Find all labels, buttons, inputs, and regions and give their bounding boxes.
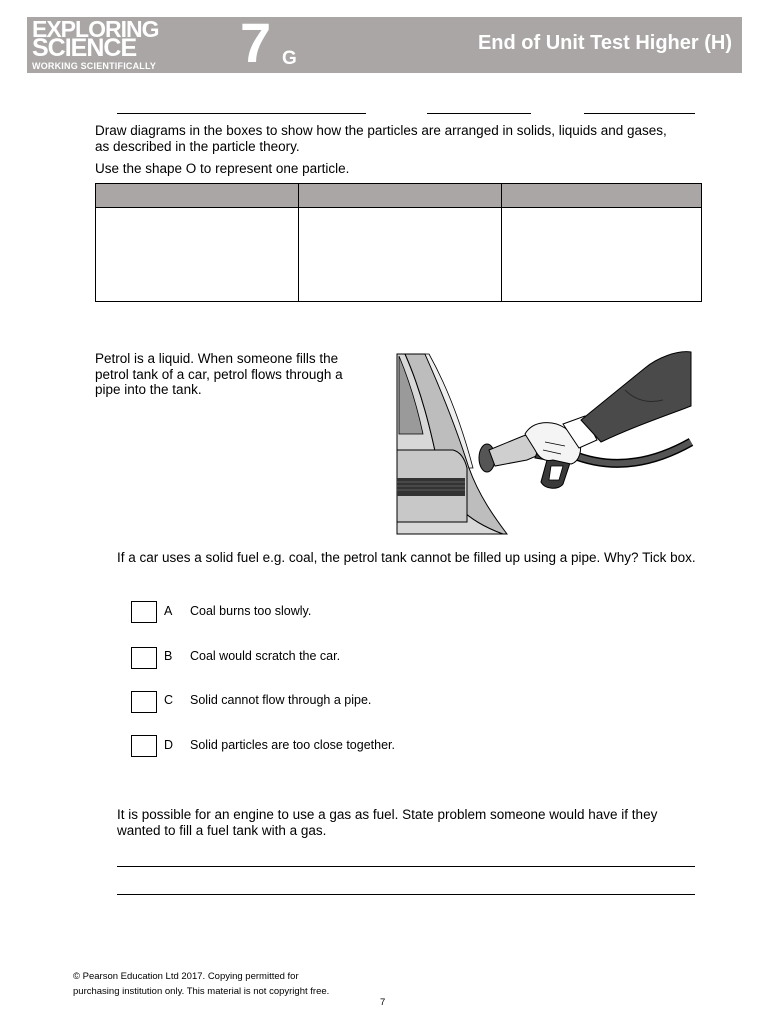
tickbox-c[interactable] xyxy=(131,691,157,713)
option-a-text: Coal burns too slowly. xyxy=(190,604,312,618)
option-d-text: Solid particles are too close together. xyxy=(190,738,395,752)
drawing-box-gas[interactable] xyxy=(502,208,702,302)
tickbox-a[interactable] xyxy=(131,601,157,623)
header-cell-gas xyxy=(502,184,702,208)
page-number: 7 xyxy=(380,997,386,1008)
option-c-letter: C xyxy=(164,693,174,707)
answer-line-1[interactable] xyxy=(117,866,695,867)
brand-logo-tagline: WORKING SCIENTIFICALLY xyxy=(32,61,157,71)
option-d-letter: D xyxy=(164,738,174,752)
brand-logo-line2: SCIENCE xyxy=(32,34,137,62)
particle-diagram-table xyxy=(95,183,702,302)
tickbox-d[interactable] xyxy=(131,735,157,757)
q2-question: If a car uses a solid fuel e.g. coal, the petrol tank cannot be filled up using a pipe. Why? Tick box. xyxy=(117,550,696,565)
unit-number: 7 xyxy=(240,11,272,74)
option-b-letter: B xyxy=(164,649,173,663)
q2-intro: Petrol is a liquid. When someone fills the petrol tank of a car, petrol flows through a pipe into the tank. xyxy=(95,351,343,397)
answer-line-2[interactable] xyxy=(117,894,695,895)
petrol-filling-illustration xyxy=(395,350,695,536)
date-line[interactable] xyxy=(584,113,695,114)
option-c-text: Solid cannot flow through a pipe. xyxy=(190,693,372,707)
header-cell-liquid xyxy=(299,184,502,208)
test-title: End of Unit Test Higher (H) xyxy=(477,32,732,54)
class-line[interactable] xyxy=(427,113,531,114)
drawing-box-solid[interactable] xyxy=(96,208,299,302)
copyright-line1: © Pearson Education Ltd 2017. Copying permitted for xyxy=(73,971,299,982)
table-header-row xyxy=(96,184,702,208)
name-line[interactable] xyxy=(117,113,366,114)
q1-shape-note: Use the shape O to represent one particle. xyxy=(95,161,350,176)
header-cell-solid xyxy=(96,184,299,208)
unit-letter: G xyxy=(282,48,297,69)
brand-logo-line1: EXPLORING xyxy=(32,16,159,42)
q3-question: It is possible for an engine to use a gas as fuel. State problem someone would have if they wanted to fill a fuel tank with a gas. xyxy=(117,807,658,838)
option-a-letter: A xyxy=(164,604,173,618)
copyright-footer xyxy=(73,969,329,999)
table-drawing-row xyxy=(96,208,702,302)
q1-instruction: Draw diagrams in the boxes to show how the particles are arranged in solids, liquids and gases, as described in the particle theory. xyxy=(95,123,667,154)
header-banner xyxy=(27,11,742,74)
tickbox-b[interactable] xyxy=(131,647,157,669)
drawing-box-liquid[interactable] xyxy=(299,208,502,302)
option-b-text: Coal would scratch the car. xyxy=(190,649,341,663)
copyright-line2: purchasing institution only. This material is not copyright free. xyxy=(73,986,330,997)
